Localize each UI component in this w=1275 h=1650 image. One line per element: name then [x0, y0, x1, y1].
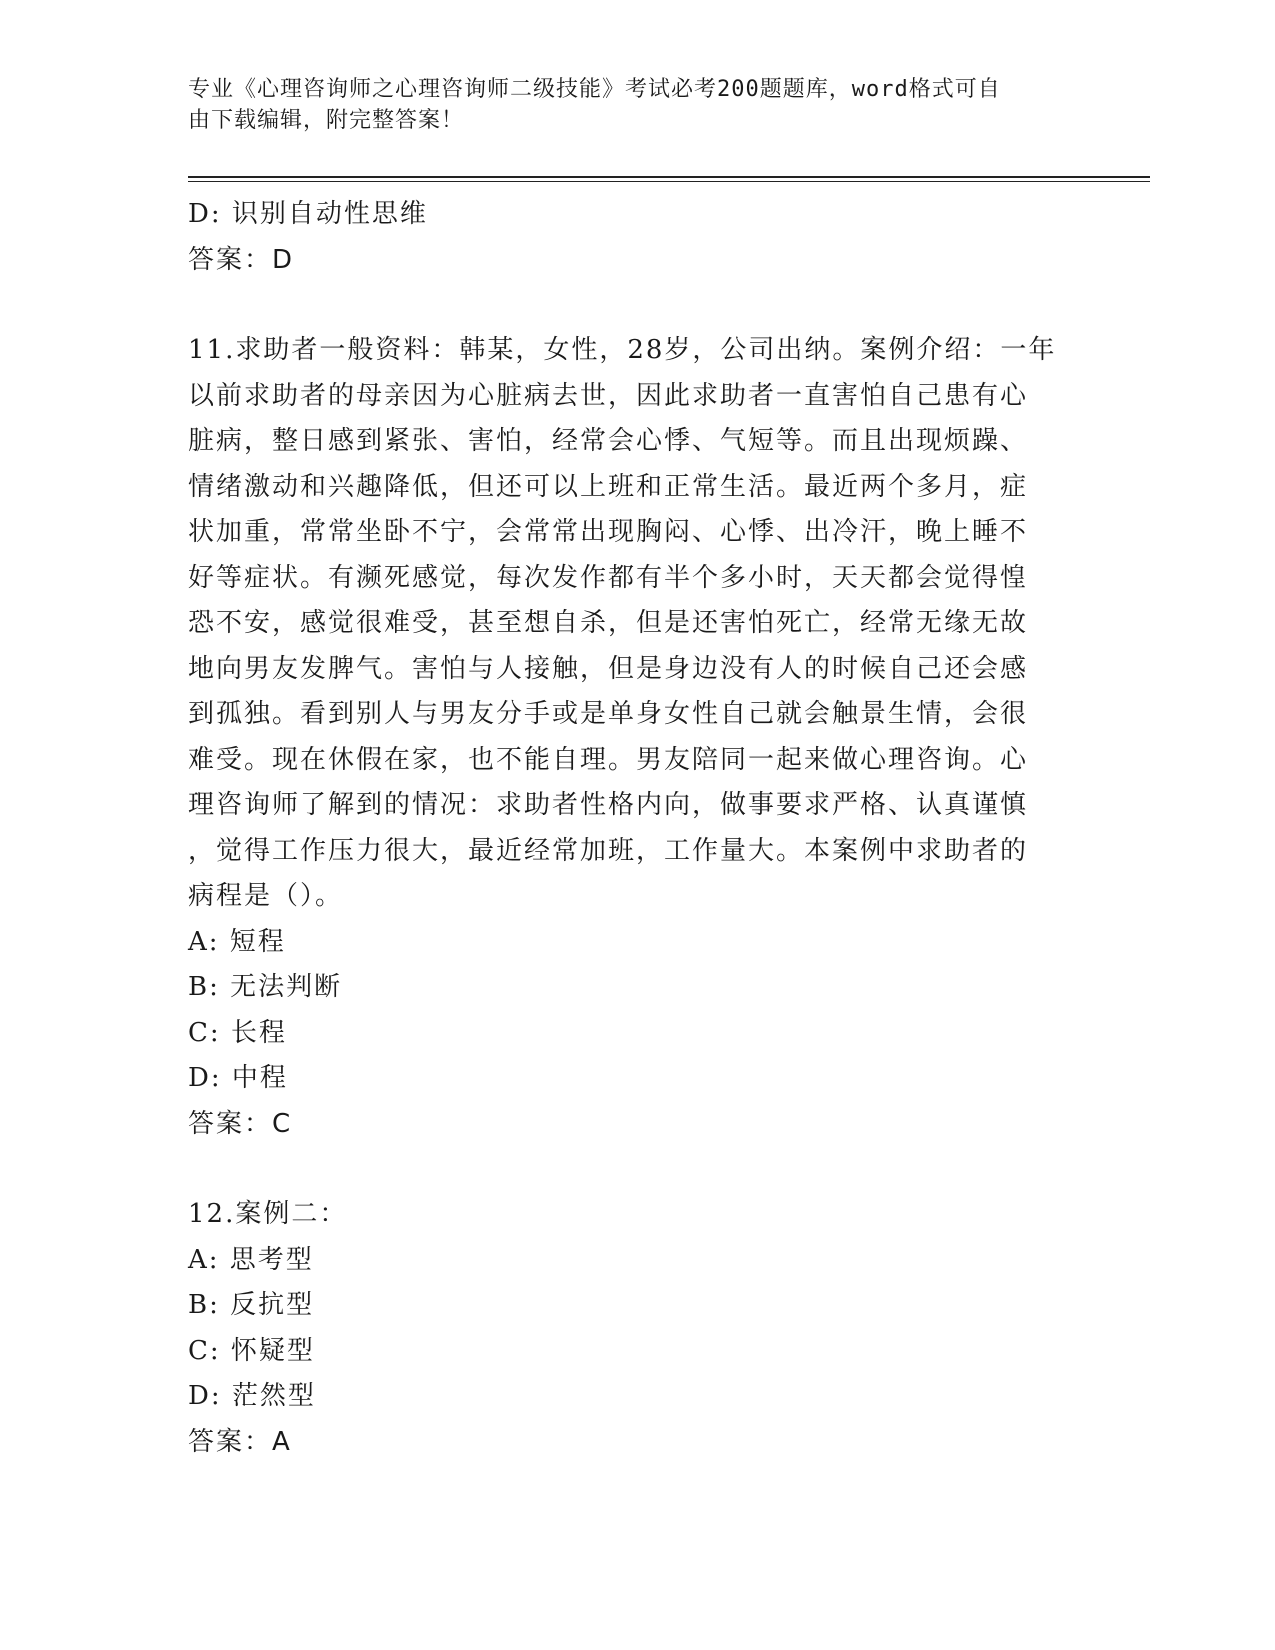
q11-option-c: C: 长程 [188, 1017, 287, 1048]
q11-stem-line: 病程是（）。 [188, 881, 344, 911]
prev-answer: 答案：D [188, 244, 295, 275]
q12-stem: 12.案例二： [188, 1199, 348, 1229]
q11-answer: 答案：C [188, 1108, 293, 1139]
spacer [188, 1147, 1088, 1192]
q11-option-b: B: 无法判断 [188, 972, 343, 1002]
header-line-1: 专业《心理咨询师之心理咨询师二级技能》考试必考200题题库，word格式可自 [188, 77, 1001, 102]
header-rule-thin [188, 181, 1150, 182]
q11-stem-line: 好等症状。有濒死感觉，每次发作都有半个多小时，天天都会觉得惶 [188, 562, 1029, 593]
q11-stem-line: ，觉得工作压力很大，最近经常加班，工作量大。本案例中求助者的 [188, 835, 1029, 866]
q11-stem-line: 地向男友发脾气。害怕与人接触，但是身边没有人的时候自己还会感 [188, 653, 1029, 684]
q11-stem-line: 11.求助者一般资料：韩某，女性，28岁，公司出纳。案例介绍：一年 [188, 335, 1057, 365]
spacer [188, 283, 1088, 328]
q11-stem-line: 理咨询师了解到的情况：求助者性格内向，做事要求严格、认真谨慎 [188, 790, 1029, 820]
q11-stem-line: 恐不安，感觉很难受，甚至想自杀，但是还害怕死亡，经常无缘无故 [188, 608, 1029, 638]
document-header [188, 74, 1068, 136]
q12-option-c: C: 怀疑型 [188, 1335, 315, 1366]
q11-stem-line: 到孤独。看到别人与男友分手或是单身女性自己就会触景生情，会很 [188, 699, 1029, 729]
q12-option-b: B: 反抗型 [188, 1290, 315, 1320]
q11-stem-line: 难受。现在休假在家，也不能自理。男友陪同一起来做心理咨询。心 [188, 744, 1029, 775]
header-line-2: 由下载编辑，附完整答案！ [188, 108, 465, 133]
header-rule-thick [188, 176, 1150, 178]
question-12 [188, 1192, 1088, 1465]
q11-option-d: D: 中程 [188, 1063, 288, 1093]
q11-stem-line: 状加重，常常坐卧不宁，会常常出现胸闷、心悸、出冷汗，晚上睡不 [188, 517, 1029, 547]
q12-option-a: A: 思考型 [188, 1244, 314, 1275]
q11-option-a: A: 短程 [188, 926, 286, 957]
q11-stem-line: 情绪激动和兴趣降低，但还可以上班和正常生活。最近两个多月，症 [188, 471, 1029, 502]
q11-stem-line: 以前求助者的母亲因为心脏病去世，因此求助者一直害怕自己患有心 [188, 380, 1029, 411]
q12-option-d: D: 茫然型 [188, 1381, 316, 1411]
prev-option-d: D: 识别自动性思维 [188, 199, 428, 229]
q12-answer: 答案：A [188, 1426, 292, 1457]
q11-stem-line: 脏病，整日感到紧张、害怕，经常会心悸、气短等。而且出现烦躁、 [188, 426, 1029, 456]
question-body [188, 192, 1088, 1465]
question-11 [188, 328, 1088, 1147]
